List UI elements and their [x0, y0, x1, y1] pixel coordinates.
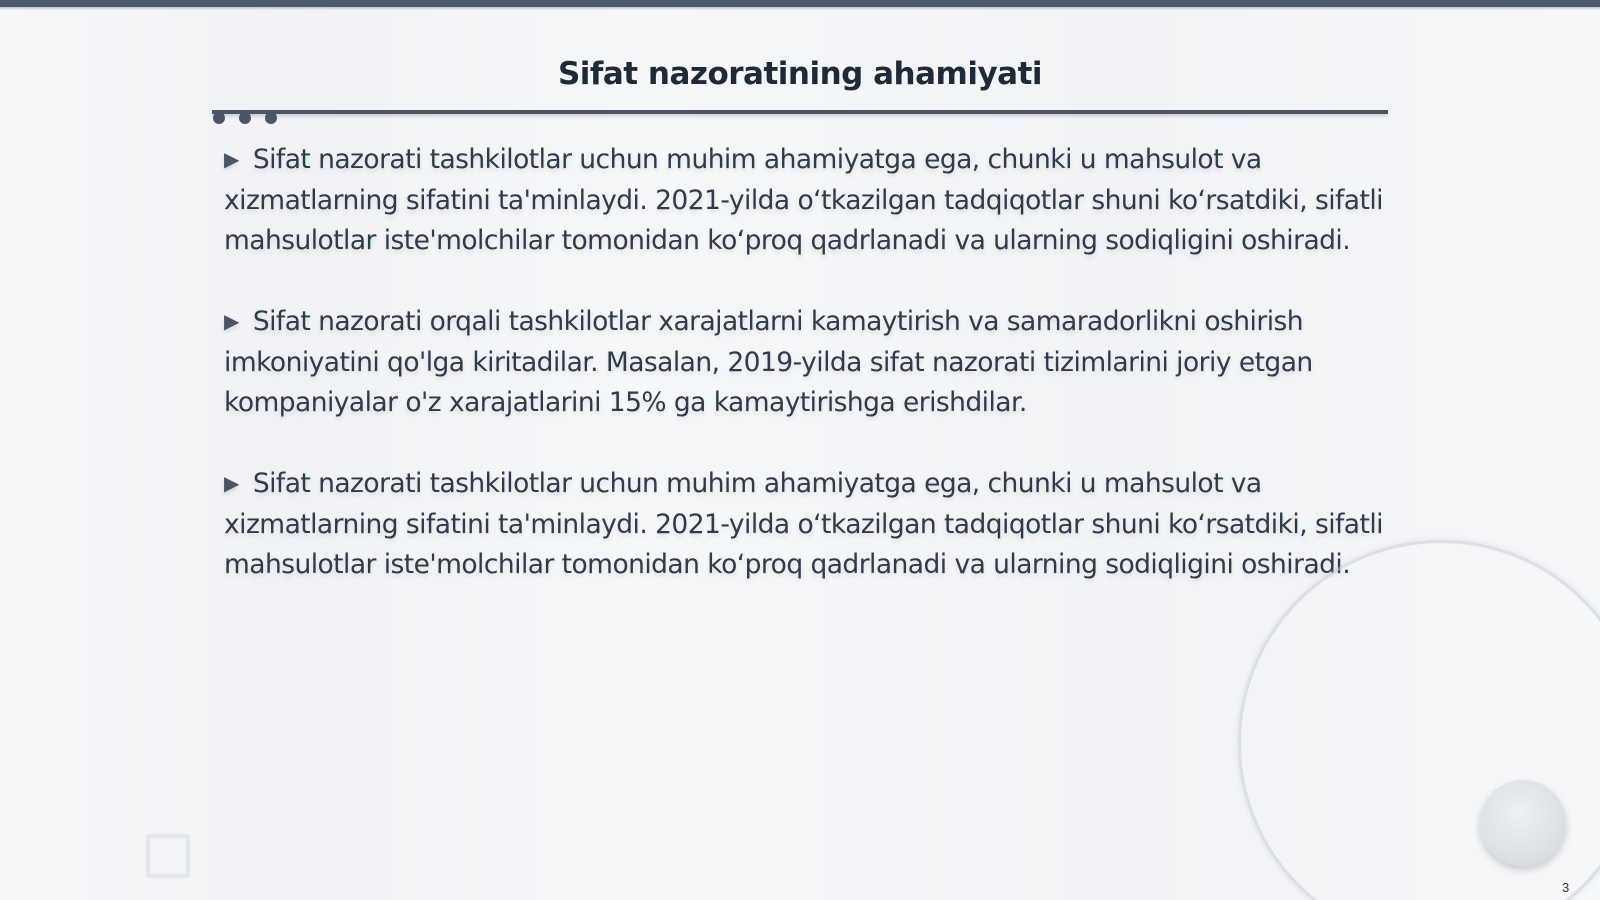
triangle-right-icon: ▶	[224, 471, 239, 495]
underline-dot	[239, 112, 251, 124]
triangle-right-icon: ▶	[224, 147, 239, 171]
paragraph-text: Sifat nazorati tashkilotlar uchun muhim ahamiyatga ega, chunki u mahsulot va xizmatlarning sifatini ta'minlaydi. 2021-yilda oʻtkazilgan tadqiqotlar shuni koʻrsatdiki, sifatli mahsulotlar iste'molchilar tomonidan koʻproq qadrlanadi va ularning sodiqligini oshiradi.	[224, 468, 1383, 580]
bullet-paragraph	[224, 302, 1384, 423]
underline-dot	[213, 112, 225, 124]
slide-title: Sifat nazoratining ahamiyati	[557, 56, 1043, 92]
bullet-paragraph	[224, 464, 1384, 585]
slide-body	[224, 140, 1384, 626]
title-underline	[212, 110, 1388, 114]
decorative-square	[146, 834, 190, 878]
paragraph-text: Sifat nazorati tashkilotlar uchun muhim ahamiyatga ega, chunki u mahsulot va xizmatlarning sifatini ta'minlaydi. 2021-yilda oʻtkazilgan tadqiqotlar shuni koʻrsatdiki, sifatli mahsulotlar iste'molchilar tomonidan koʻproq qadrlanadi va ularning sodiqligini oshiradi.	[224, 144, 1383, 256]
top-band-shadow	[0, 7, 1600, 10]
bullet-paragraph	[224, 140, 1384, 261]
paragraph-text: Sifat nazorati orqali tashkilotlar xarajatlarni kamaytirish va samaradorlikni oshirish imkoniyatini qo'lga kiritadilar. Masalan, 2019-yilda sifat nazorati tizimlarini joriy etgan kompaniyalar o'z xarajatlarini 15% ga kamaytirishga erishdilar.	[224, 306, 1313, 418]
underline-dot	[265, 112, 277, 124]
page-number: 3	[1562, 880, 1570, 895]
decorative-sphere	[1480, 780, 1566, 866]
top-accent-band	[0, 0, 1600, 7]
triangle-right-icon: ▶	[224, 309, 239, 333]
